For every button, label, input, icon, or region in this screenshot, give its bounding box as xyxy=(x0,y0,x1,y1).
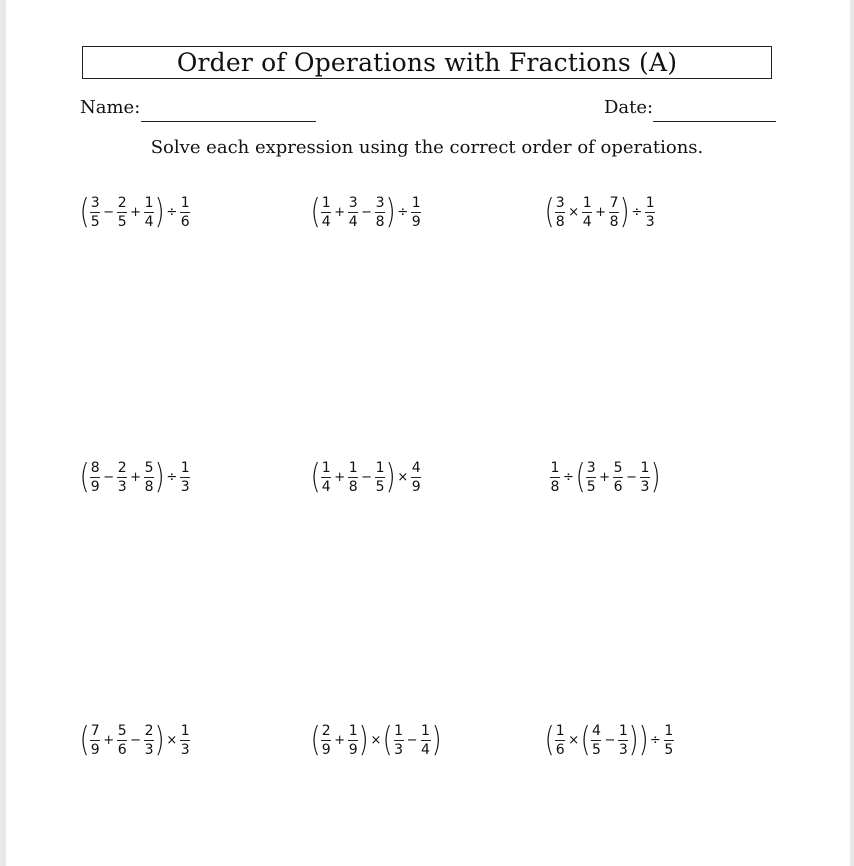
fraction xyxy=(117,724,127,757)
numerator: 1 xyxy=(321,459,331,476)
problem-7 xyxy=(80,718,191,762)
parenthesis: ( xyxy=(575,457,586,497)
fraction xyxy=(117,196,127,229)
fraction xyxy=(144,196,154,229)
fraction xyxy=(591,724,601,757)
numerator: 1 xyxy=(394,722,404,739)
operator: + xyxy=(334,732,346,748)
fraction xyxy=(411,461,421,494)
denominator: 5 xyxy=(90,213,100,230)
fraction xyxy=(613,461,623,494)
numerator: 1 xyxy=(348,459,358,476)
fraction xyxy=(348,461,358,494)
operator: − xyxy=(130,732,142,748)
parenthesis: ) xyxy=(638,720,649,760)
denominator: 3 xyxy=(645,213,655,230)
numerator: 4 xyxy=(411,459,421,476)
denominator: 5 xyxy=(586,478,596,495)
denominator: 5 xyxy=(591,741,601,758)
date-field-line[interactable] xyxy=(653,121,776,122)
fraction xyxy=(375,196,385,229)
numerator: 7 xyxy=(90,722,100,739)
fraction xyxy=(144,724,154,757)
problem-8 xyxy=(311,718,441,762)
problem-5 xyxy=(311,455,422,499)
denominator: 4 xyxy=(348,213,358,230)
parenthesis: ) xyxy=(358,720,369,760)
operator: + xyxy=(130,469,142,485)
fraction xyxy=(90,461,100,494)
denominator: 3 xyxy=(144,741,154,758)
title-box xyxy=(82,46,772,79)
numerator: 2 xyxy=(321,722,331,739)
operator: × xyxy=(166,732,178,748)
numerator: 1 xyxy=(321,194,331,211)
parenthesis: ( xyxy=(79,192,90,232)
operator: + xyxy=(103,732,115,748)
fraction xyxy=(375,461,385,494)
fraction xyxy=(117,461,127,494)
operator: ÷ xyxy=(397,204,409,220)
fraction xyxy=(180,724,190,757)
operator: − xyxy=(103,204,115,220)
numerator: 1 xyxy=(640,459,650,476)
operator: − xyxy=(604,732,616,748)
parenthesis: ) xyxy=(385,457,396,497)
numerator: 1 xyxy=(421,722,430,739)
numerator: 1 xyxy=(180,194,190,211)
instructions: Solve each expression using the correct order of operations. xyxy=(150,137,704,158)
numerator: 3 xyxy=(375,194,385,211)
operator: × xyxy=(397,469,409,485)
fraction xyxy=(144,461,154,494)
numerator: 5 xyxy=(144,459,154,476)
denominator: 8 xyxy=(609,213,619,230)
operator: ÷ xyxy=(649,732,661,748)
denominator: 5 xyxy=(664,741,674,758)
fraction xyxy=(321,724,331,757)
fraction xyxy=(645,196,655,229)
operator: + xyxy=(599,469,611,485)
denominator: 4 xyxy=(321,478,331,495)
fraction xyxy=(348,196,358,229)
denominator: 6 xyxy=(180,213,190,230)
worksheet-title: Order of Operations with Fractions (A) xyxy=(176,48,678,77)
denominator: 6 xyxy=(555,741,565,758)
page-edge-left xyxy=(0,0,6,866)
fraction xyxy=(394,724,404,757)
parenthesis: ) xyxy=(154,192,165,232)
fraction xyxy=(421,724,431,757)
numerator: 1 xyxy=(645,194,655,211)
numerator: 3 xyxy=(555,194,565,211)
fraction xyxy=(586,461,596,494)
numerator: 2 xyxy=(117,194,127,211)
problem-2 xyxy=(311,190,422,234)
numerator: 2 xyxy=(144,722,154,739)
denominator: 3 xyxy=(640,478,650,495)
fraction xyxy=(348,724,358,757)
denominator: 3 xyxy=(180,478,190,495)
problem-1 xyxy=(80,190,191,234)
operator: ÷ xyxy=(631,204,643,220)
fraction xyxy=(321,196,331,229)
parenthesis: ) xyxy=(431,720,442,760)
denominator: 9 xyxy=(90,478,100,495)
denominator: 8 xyxy=(144,478,154,495)
problem-9 xyxy=(545,718,675,762)
operator: × xyxy=(568,204,580,220)
problem-3 xyxy=(545,190,656,234)
problem-6 xyxy=(549,455,660,499)
operator: − xyxy=(361,204,373,220)
page-edge-right xyxy=(850,0,854,866)
parenthesis: ( xyxy=(79,457,90,497)
fraction xyxy=(321,461,331,494)
denominator: 5 xyxy=(117,213,127,230)
numerator: 1 xyxy=(375,459,385,476)
parenthesis: ) xyxy=(629,720,639,760)
parenthesis: ( xyxy=(79,720,90,760)
parenthesis: ( xyxy=(544,192,555,232)
operator: ÷ xyxy=(166,469,178,485)
denominator: 9 xyxy=(321,741,331,758)
numerator: 3 xyxy=(348,194,358,211)
denominator: 5 xyxy=(375,478,385,495)
denominator: 3 xyxy=(394,741,404,758)
numerator: 3 xyxy=(90,194,100,211)
denominator: 8 xyxy=(555,213,565,230)
operator: + xyxy=(130,204,142,220)
numerator: 1 xyxy=(664,722,674,739)
parenthesis: ( xyxy=(310,720,321,760)
fraction xyxy=(664,724,674,757)
operator: × xyxy=(568,732,580,748)
fraction xyxy=(618,724,628,757)
denominator: 8 xyxy=(348,478,358,495)
numerator: 1 xyxy=(411,194,421,211)
operator: − xyxy=(406,732,418,748)
fraction xyxy=(180,196,190,229)
numerator: 1 xyxy=(180,722,190,739)
parenthesis: ( xyxy=(383,720,393,760)
parenthesis: ) xyxy=(154,457,165,497)
denominator: 3 xyxy=(117,478,127,495)
parenthesis: ( xyxy=(310,192,321,232)
fraction xyxy=(555,724,565,757)
fraction xyxy=(640,461,650,494)
denominator: 3 xyxy=(618,741,628,758)
numerator: 2 xyxy=(117,459,127,476)
denominator: 6 xyxy=(117,741,127,758)
denominator: 4 xyxy=(321,213,331,230)
numerator: 3 xyxy=(586,459,596,476)
numerator: 5 xyxy=(613,459,623,476)
numerator: 5 xyxy=(117,722,127,739)
operator: − xyxy=(361,469,373,485)
denominator: 4 xyxy=(582,213,592,230)
denominator: 8 xyxy=(550,478,560,495)
denominator: 9 xyxy=(348,741,358,758)
numerator: 8 xyxy=(90,459,100,476)
numerator: 1 xyxy=(348,722,358,739)
operator: − xyxy=(103,469,115,485)
operator: + xyxy=(595,204,607,220)
numerator: 1 xyxy=(144,194,154,211)
denominator: 9 xyxy=(411,478,421,495)
numerator: 1 xyxy=(618,722,628,739)
operator: ÷ xyxy=(166,204,178,220)
operator: ÷ xyxy=(563,469,574,485)
numerator: 1 xyxy=(582,194,592,211)
numerator: 7 xyxy=(609,194,619,211)
numerator: 1 xyxy=(180,459,190,476)
fraction xyxy=(90,196,100,229)
fraction xyxy=(550,461,560,494)
name-label: Name: xyxy=(80,97,141,118)
denominator: 4 xyxy=(144,213,154,230)
parenthesis: ) xyxy=(385,192,396,232)
operator: × xyxy=(370,732,382,748)
date-label: Date: xyxy=(604,97,654,118)
fraction xyxy=(90,724,100,757)
problem-4 xyxy=(80,455,191,499)
operator: − xyxy=(626,469,637,485)
fraction xyxy=(180,461,190,494)
numerator: 1 xyxy=(555,722,565,739)
numerator: 1 xyxy=(550,459,560,476)
denominator: 4 xyxy=(421,741,430,758)
fraction xyxy=(609,196,619,229)
operator: + xyxy=(334,204,346,220)
denominator: 9 xyxy=(411,213,421,230)
fraction xyxy=(411,196,421,229)
parenthesis: ( xyxy=(580,720,591,760)
name-field-line[interactable] xyxy=(141,121,316,122)
denominator: 9 xyxy=(90,741,100,758)
parenthesis: ) xyxy=(619,192,630,232)
fraction xyxy=(582,196,592,229)
denominator: 8 xyxy=(375,213,385,230)
parenthesis: ( xyxy=(544,720,555,760)
denominator: 6 xyxy=(613,478,623,495)
parenthesis: ( xyxy=(310,457,321,497)
parenthesis: ) xyxy=(154,720,165,760)
fraction xyxy=(555,196,565,229)
numerator: 4 xyxy=(591,722,601,739)
parenthesis: ) xyxy=(650,457,661,497)
operator: + xyxy=(334,469,346,485)
denominator: 3 xyxy=(180,741,190,758)
